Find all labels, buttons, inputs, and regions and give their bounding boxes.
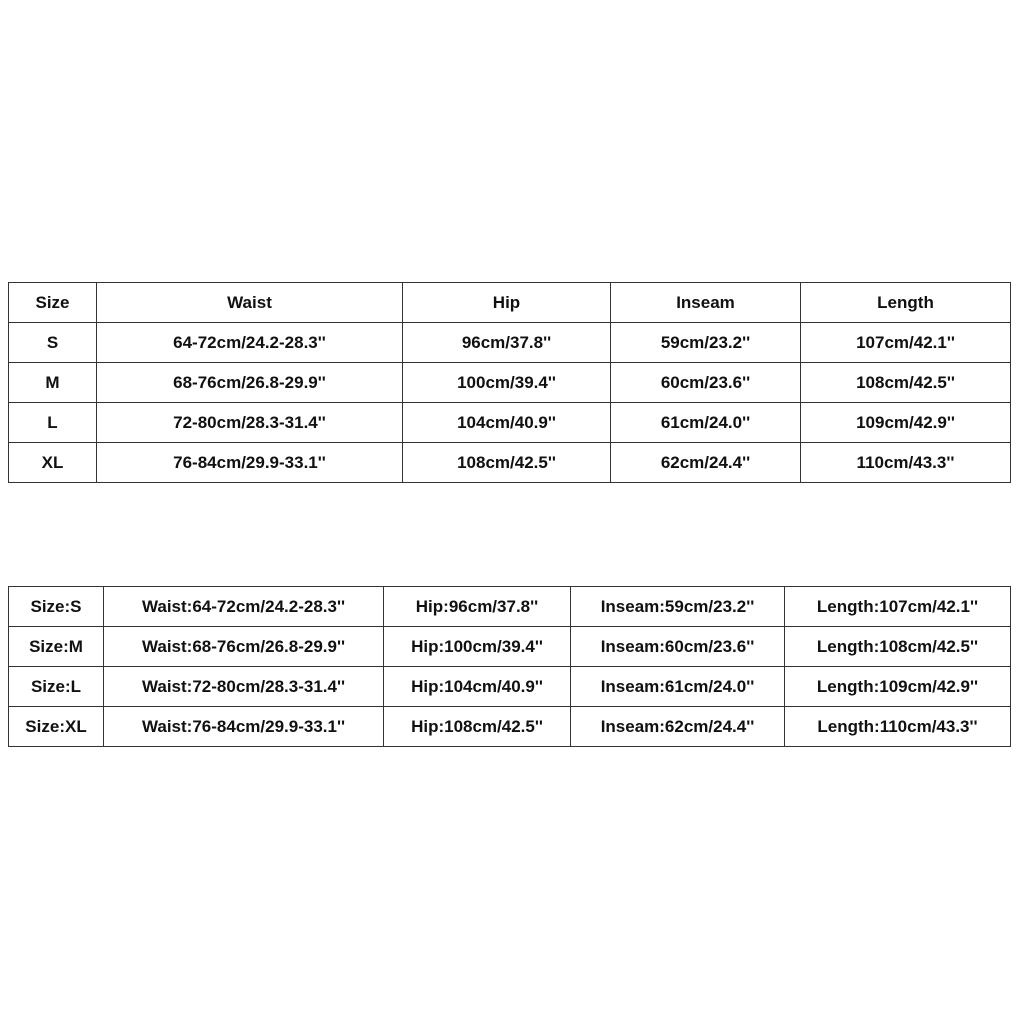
table-cell: Size:M — [9, 627, 104, 667]
table-row — [9, 627, 1011, 667]
table-cell: 61cm/24.0'' — [611, 403, 801, 443]
table-cell: 96cm/37.8'' — [403, 323, 611, 363]
table-cell: Size:L — [9, 667, 104, 707]
table-cell: 59cm/23.2'' — [611, 323, 801, 363]
size-chart-labeled-table — [8, 586, 1011, 747]
table-cell: 72-80cm/28.3-31.4'' — [97, 403, 403, 443]
table-cell: 109cm/42.9'' — [801, 403, 1011, 443]
table-cell: 107cm/42.1'' — [801, 323, 1011, 363]
table-row — [9, 707, 1011, 747]
table-cell: 108cm/42.5'' — [403, 443, 611, 483]
table-cell: 76-84cm/29.9-33.1'' — [97, 443, 403, 483]
table-cell: S — [9, 323, 97, 363]
table-cell: Waist:72-80cm/28.3-31.4'' — [104, 667, 384, 707]
table-cell: Inseam:62cm/24.4'' — [571, 707, 785, 747]
table-cell: Hip:100cm/39.4'' — [384, 627, 571, 667]
table-cell: Size:XL — [9, 707, 104, 747]
table-cell: XL — [9, 443, 97, 483]
table-cell: 110cm/43.3'' — [801, 443, 1011, 483]
table-cell: Size:S — [9, 587, 104, 627]
table-row — [9, 363, 1011, 403]
table-header-row — [9, 283, 1011, 323]
table-cell: Waist:68-76cm/26.8-29.9'' — [104, 627, 384, 667]
table-cell: Waist:64-72cm/24.2-28.3'' — [104, 587, 384, 627]
table-cell: Hip:96cm/37.8'' — [384, 587, 571, 627]
header-cell-length: Length — [801, 283, 1011, 323]
table-cell: M — [9, 363, 97, 403]
table-row — [9, 323, 1011, 363]
table-row — [9, 403, 1011, 443]
table-cell: Length:110cm/43.3'' — [785, 707, 1011, 747]
header-cell-hip: Hip — [403, 283, 611, 323]
size-chart-table — [8, 282, 1011, 483]
table-cell: Hip:108cm/42.5'' — [384, 707, 571, 747]
header-cell-waist: Waist — [97, 283, 403, 323]
table-cell: 64-72cm/24.2-28.3'' — [97, 323, 403, 363]
table-cell: Length:107cm/42.1'' — [785, 587, 1011, 627]
table-cell: Waist:76-84cm/29.9-33.1'' — [104, 707, 384, 747]
table-cell: 108cm/42.5'' — [801, 363, 1011, 403]
table-cell: 68-76cm/26.8-29.9'' — [97, 363, 403, 403]
header-cell-inseam: Inseam — [611, 283, 801, 323]
table-cell: Inseam:59cm/23.2'' — [571, 587, 785, 627]
table-row — [9, 667, 1011, 707]
table-cell: 104cm/40.9'' — [403, 403, 611, 443]
table-cell: 60cm/23.6'' — [611, 363, 801, 403]
table-cell: Hip:104cm/40.9'' — [384, 667, 571, 707]
table-cell: Length:109cm/42.9'' — [785, 667, 1011, 707]
table-cell: Inseam:60cm/23.6'' — [571, 627, 785, 667]
table-row — [9, 587, 1011, 627]
header-cell-size: Size — [9, 283, 97, 323]
table-cell: Inseam:61cm/24.0'' — [571, 667, 785, 707]
table-row — [9, 443, 1011, 483]
table-cell: 62cm/24.4'' — [611, 443, 801, 483]
table-cell: 100cm/39.4'' — [403, 363, 611, 403]
table-cell: Length:108cm/42.5'' — [785, 627, 1011, 667]
table-cell: L — [9, 403, 97, 443]
